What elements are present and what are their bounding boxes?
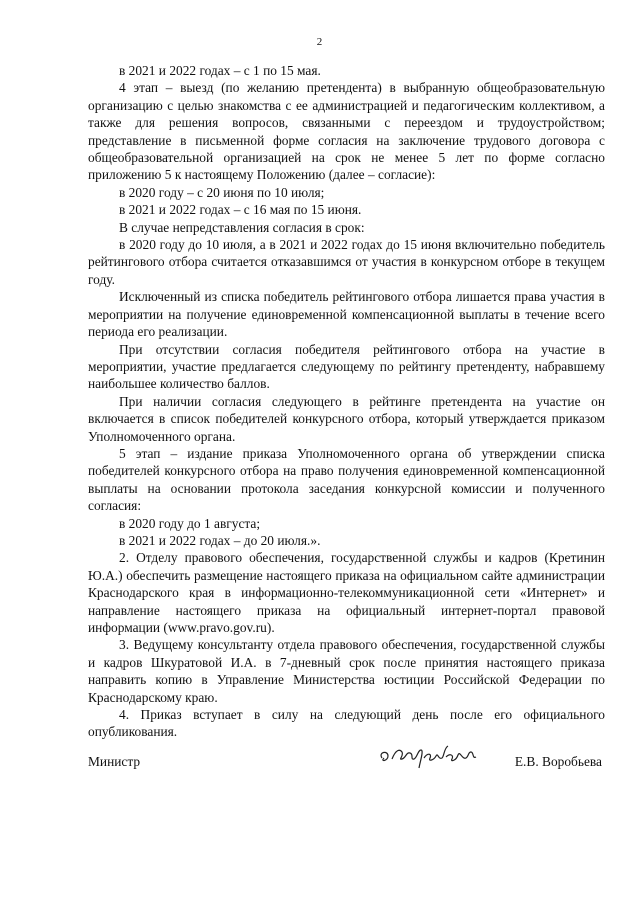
paragraph-stage5: 5 этап – издание приказа Уполномоченного органа об утверждении списка победителей конкурсного отбора на право получения единовременной компенсационной выплаты на основании протокола заседания конкурсной комиссии и полученного согласия: — [88, 445, 605, 514]
paragraph-stage5-dates-2021-2022: в 2021 и 2022 годах – до 20 июля.». — [119, 532, 321, 548]
signer-name: Е.В. Воробьева — [514, 754, 602, 769]
paragraph-stage4: 4 этап – выезд (по желанию претендента) в выбранную общеобразовательную организацию с целью знакомства с ее администрацией и педагогическим коллективом, а также для решения вопросов, связанными с переездом и трудоустройством; представление в письменной форме согласия на заключение трудового договора с общеобразовательной организацией на срок не менее 5 лет по форме согласно приложению 5 к настоящему Положению (далее – согласие): — [88, 80, 605, 183]
paragraph-stage5-dates-2020: в 2020 году до 1 августа; — [119, 515, 261, 531]
paragraph-excluded-winner: Исключенный из списка победитель рейтингового отбора лишается права участия в мероприятии на получение единовременной компенсационной выплаты в течение всего периода его реализации. — [88, 289, 605, 340]
signer-position: Министр — [88, 754, 141, 769]
paragraph-next-candidate: При наличии согласия следующего в рейтинге претендента на участие он включается в список победителей конкурсного отбора, который утверждается приказом Уполномоченного органа. — [88, 393, 605, 444]
paragraph-stage3-dates-2021-2022: в 2021 и 2022 годах – с 1 по 15 мая. — [119, 63, 321, 78]
paragraph-item-3: 3. Ведущему консультанту отдела правового обеспечения, государственной службы и кадров Шкуратовой И.А. в 7-дневный срок после принятия настоящего приказа направить копию в Управление Министерства юстиции Российской Федерации по Краснодарскому краю. — [88, 637, 605, 705]
paragraph-no-consent: При отсутствии согласия победителя рейтингового отбора на участие в мероприятии, участие предлагается следующему по рейтингу претенденту, набравшему наибольшее количество баллов. — [88, 341, 605, 392]
paragraph-consent-deadline: в 2020 году до 10 июля, а в 2021 и 2022 годах до 15 июня включительно победитель рейтингового отбора считается отказавшимся от участия в конкурсном отборе в текущем году. — [88, 237, 605, 287]
paragraph-consent-missing: В случае непредставления согласия в срок: — [119, 219, 365, 235]
signature-block — [88, 748, 605, 778]
page-number: 2 — [316, 36, 323, 48]
paragraph-stage4-dates-2020: в 2020 году – с 20 июня по 10 июля; — [119, 184, 325, 200]
paragraph-stage4-dates-2021-2022: в 2021 и 2022 годах – с 16 мая по 15 июня. — [119, 202, 362, 218]
handwritten-signature — [376, 740, 486, 772]
paragraph-item-4: 4. Приказ вступает в силу на следующий день после его официального опубликования. — [88, 707, 605, 740]
document-body — [88, 62, 605, 741]
paragraph-item-2: 2. Отделу правового обеспечения, государственной службы и кадров (Кретинин Ю.А.) обеспечить размещение настоящего приказа на официальном сайте администрации Краснодарского края в информационно-телекоммуникационной сети «Интернет» и направление настоящего приказа на официальный интернет-портал правовой информации (www.pravo.gov.ru). — [88, 550, 605, 635]
